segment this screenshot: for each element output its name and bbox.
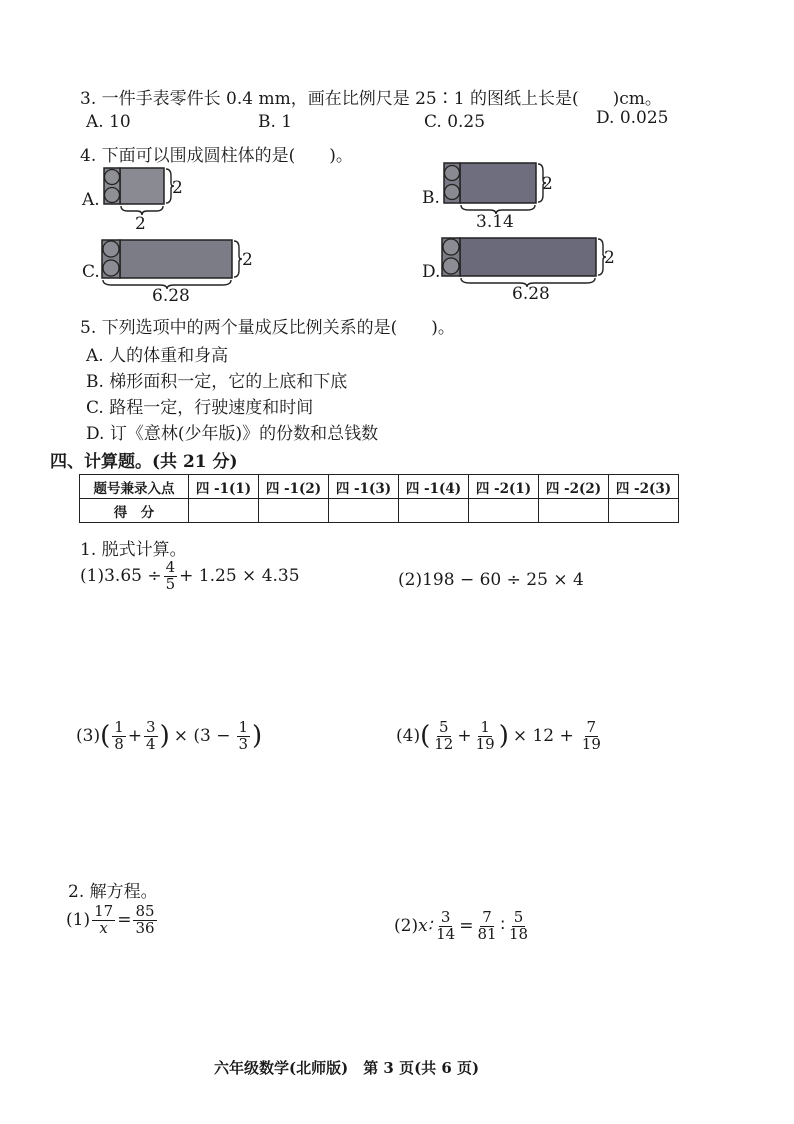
variable-x: x∶ xyxy=(418,916,433,937)
q4-stem: 4. 下面可以围成圆柱体的是( )。 xyxy=(80,146,353,166)
score-table-column-header: 四 -1(2) xyxy=(259,475,329,499)
score-table-column-header: 四 -1(3) xyxy=(329,475,399,499)
problem-label: (1) xyxy=(80,566,105,587)
expr-part: 3.65 ÷ xyxy=(104,566,162,587)
numerator: 5 xyxy=(439,718,449,736)
fraction xyxy=(133,904,156,937)
numerator: 7 xyxy=(586,718,597,736)
equals-sign: = xyxy=(459,916,474,937)
q4-option-c-letter: C. xyxy=(82,262,100,282)
numerator: 1 xyxy=(480,718,490,736)
score-cell[interactable] xyxy=(329,499,399,523)
q3-option-c: C. 0.25 xyxy=(424,112,486,132)
denominator: 18 xyxy=(508,924,529,943)
fraction xyxy=(434,910,457,943)
fraction xyxy=(237,720,251,753)
fraction xyxy=(580,720,603,753)
close-paren: ) xyxy=(252,721,263,752)
q3-option-a: A. 10 xyxy=(86,112,131,132)
equation-2 xyxy=(394,910,532,943)
calc-problem-4 xyxy=(396,720,605,753)
section-4-title: 四、计算题。(共 21 分) xyxy=(50,452,238,472)
equation-1 xyxy=(66,904,159,937)
open-paren: ( xyxy=(100,721,111,752)
score-table xyxy=(79,474,679,523)
fraction xyxy=(164,560,178,593)
calc-problem-3 xyxy=(76,720,262,753)
open-paren: ( xyxy=(420,721,431,752)
denominator: 3 xyxy=(238,734,249,753)
denominator: x xyxy=(99,918,108,937)
score-table-header-row xyxy=(80,475,679,499)
score-table-row-label: 题号兼录入点 xyxy=(80,475,189,499)
denominator: 8 xyxy=(114,734,124,753)
expr-part: + 1.25 × 4.35 xyxy=(179,566,300,587)
problem-label: (2) xyxy=(394,916,419,937)
expr-part: × (3 − xyxy=(173,726,231,747)
part1-title: 1. 脱式计算。 xyxy=(80,540,187,560)
numerator: 7 xyxy=(482,908,492,926)
close-paren: ) xyxy=(498,721,509,752)
denominator: 14 xyxy=(436,924,456,943)
problem-label: (1) xyxy=(66,910,91,931)
plus-sign: + xyxy=(127,726,143,747)
score-cell[interactable] xyxy=(469,499,539,523)
ratio-colon: ∶ xyxy=(500,916,505,937)
score-table-column-header: 四 -1(4) xyxy=(399,475,469,499)
q4-option-d-side-label: 2 xyxy=(604,248,615,268)
numerator: 3 xyxy=(146,718,156,736)
score-table-column-header: 四 -2(1) xyxy=(469,475,539,499)
q5-option-b: B. 梯形面积一定，它的上底和下底 xyxy=(86,372,348,392)
problem-label: (2) xyxy=(398,570,423,590)
q5-option-c: C. 路程一定，行驶速度和时间 xyxy=(86,398,314,418)
q4-option-a-letter: A. xyxy=(82,190,100,210)
denominator: 4 xyxy=(146,734,156,753)
fraction xyxy=(475,910,498,943)
q5-stem: 5. 下列选项中的两个量成反比例关系的是( )。 xyxy=(80,318,455,338)
numerator: 17 xyxy=(94,902,114,920)
numerator: 3 xyxy=(440,908,451,926)
denominator: 19 xyxy=(475,734,495,753)
expr-part: 198 − 60 ÷ 25 × 4 xyxy=(422,570,584,590)
fraction xyxy=(507,910,530,943)
numerator: 5 xyxy=(513,908,524,926)
score-table-column-header: 四 -1(1) xyxy=(189,475,259,499)
denominator: 19 xyxy=(581,734,601,753)
score-cell[interactable] xyxy=(189,499,259,523)
fraction xyxy=(92,904,115,937)
q4-option-a-side-label: 2 xyxy=(172,178,183,198)
score-table-score-row xyxy=(80,499,679,523)
score-cell[interactable] xyxy=(259,499,329,523)
fraction xyxy=(112,720,126,753)
fraction xyxy=(474,720,497,753)
score-cell[interactable] xyxy=(399,499,469,523)
calc-problem-2 xyxy=(398,570,584,590)
q3-option-d: D. 0.025 xyxy=(596,108,669,128)
numerator: 1 xyxy=(114,718,124,736)
q5-option-a: A. 人的体重和身高 xyxy=(86,346,229,366)
fraction xyxy=(432,720,455,753)
q4-option-d-bottom-label: 6.28 xyxy=(512,284,550,304)
close-paren: ) xyxy=(159,721,170,752)
numerator: 85 xyxy=(135,902,155,920)
equals-sign: = xyxy=(117,910,132,931)
page-footer: 六年级数学(北师版) 第 3 页(共 6 页) xyxy=(214,1059,480,1077)
denominator: 36 xyxy=(135,918,155,937)
part2-title: 2. 解方程。 xyxy=(68,882,158,902)
q3-stem: 3. 一件手表零件长 0.4 mm，画在比例尺是 25∶1 的图纸上长是( )cm。 xyxy=(80,89,662,109)
problem-label: (3) xyxy=(76,726,101,747)
q4-option-a-bottom-label: 2 xyxy=(135,214,146,234)
q4-option-c-bottom-label: 6.28 xyxy=(152,286,190,306)
score-table-column-header: 四 -2(2) xyxy=(539,475,609,499)
score-cell[interactable] xyxy=(539,499,609,523)
q4-option-b-bottom-label: 3.14 xyxy=(476,212,514,232)
q4-option-b-letter: B. xyxy=(422,188,440,208)
denominator: 12 xyxy=(434,734,454,753)
q5-option-d: D. 订《意林(少年版)》的份数和总钱数 xyxy=(86,424,379,444)
problem-label: (4) xyxy=(396,726,421,747)
q4-option-b-side-label: 2 xyxy=(542,174,553,194)
plus-sign: + xyxy=(457,726,472,747)
q4-option-d-letter: D. xyxy=(422,262,441,282)
expr-part: × 12 + xyxy=(512,726,574,747)
denominator: 5 xyxy=(165,574,176,593)
denominator: 81 xyxy=(477,924,497,943)
score-table-row-label: 得 分 xyxy=(80,499,189,523)
calc-problem-1 xyxy=(80,560,300,593)
q4-option-c-side-label: 2 xyxy=(242,250,253,270)
score-table-column-header: 四 -2(3) xyxy=(609,475,679,499)
score-cell[interactable] xyxy=(609,499,679,523)
numerator: 4 xyxy=(165,558,176,576)
numerator: 1 xyxy=(238,718,249,736)
q3-option-b: B. 1 xyxy=(258,112,293,132)
fraction xyxy=(144,720,158,753)
